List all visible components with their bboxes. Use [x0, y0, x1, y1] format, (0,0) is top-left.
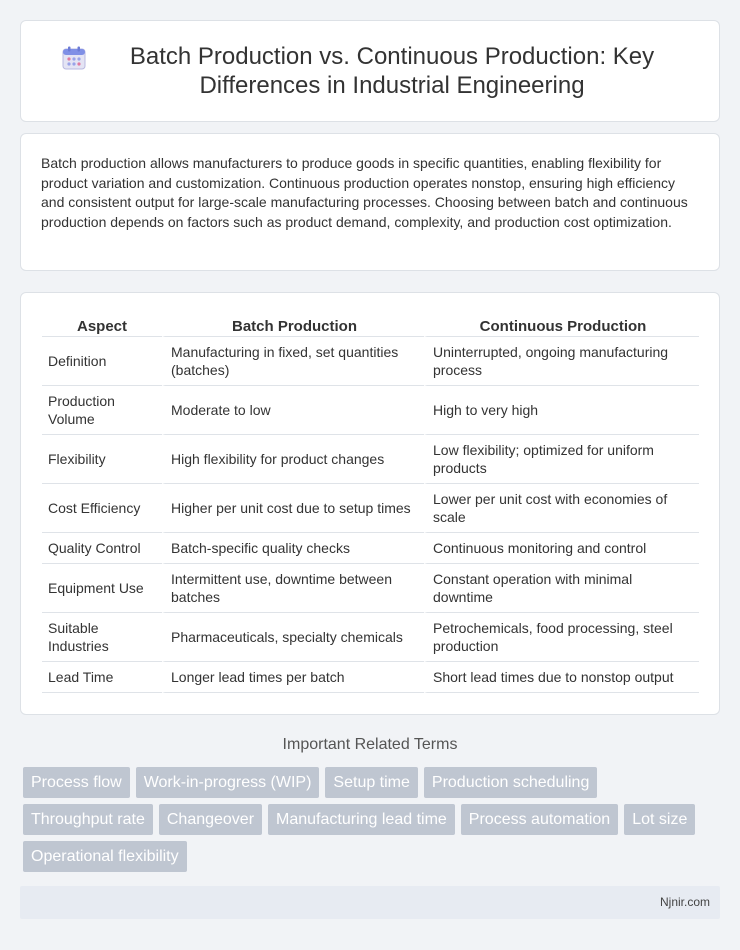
related-terms-list: [23, 767, 723, 878]
aspect-cell: Definition: [42, 337, 162, 386]
table-row: [42, 533, 699, 564]
continuous-cell: Low flexibility; optimized for uniform products: [424, 435, 699, 484]
aspect-cell: Lead Time: [42, 662, 162, 693]
related-term-tag[interactable]: Throughput rate: [23, 804, 153, 835]
continuous-cell: High to very high: [424, 386, 699, 435]
table-row: [42, 662, 699, 693]
aspect-cell: Equipment Use: [42, 564, 162, 613]
table-row: [42, 337, 699, 386]
calendar-icon: [61, 45, 87, 71]
related-term-tag[interactable]: Manufacturing lead time: [268, 804, 455, 835]
continuous-cell: Uninterrupted, ongoing manufacturing process: [424, 337, 699, 386]
batch-cell: Intermittent use, downtime between batches: [162, 564, 424, 613]
table-row: [42, 613, 699, 662]
table-row: [42, 564, 699, 613]
batch-cell: Manufacturing in fixed, set quantities (batches): [162, 337, 424, 386]
table-row: [42, 386, 699, 435]
footer-site[interactable]: Njnir.com: [659, 895, 710, 909]
related-term-tag[interactable]: Changeover: [159, 804, 262, 835]
title-card: [20, 20, 720, 122]
comparison-table: [42, 315, 699, 693]
batch-cell: Moderate to low: [162, 386, 424, 435]
related-term-tag[interactable]: Production scheduling: [424, 767, 597, 798]
continuous-cell: Constant operation with minimal downtime: [424, 564, 699, 613]
comparison-table-card: [20, 292, 720, 715]
page-title: Batch Production vs. Continuous Production: Key Differences in Industrial Engineering: [129, 43, 655, 99]
aspect-cell: Suitable Industries: [42, 613, 162, 662]
aspect-cell: Quality Control: [42, 533, 162, 564]
batch-cell: Pharmaceuticals, specialty chemicals: [162, 613, 424, 662]
continuous-cell: Petrochemicals, food processing, steel production: [424, 613, 699, 662]
related-term-tag[interactable]: Setup time: [325, 767, 417, 798]
batch-cell: Higher per unit cost due to setup times: [162, 484, 424, 533]
related-terms-title: Important Related Terms: [282, 736, 458, 753]
table-row: [42, 484, 699, 533]
aspect-cell: Flexibility: [42, 435, 162, 484]
batch-cell: High flexibility for product changes: [162, 435, 424, 484]
table-header-row: [42, 315, 699, 337]
related-term-tag[interactable]: Lot size: [624, 804, 695, 835]
summary-text: Batch production allows manufacturers to produce goods in specific quantities, enabling flexibility for product variation and customization. Continuous production operates nonstop, ensuring high efficiency and consistent output for large-scale manufacturing processes. Choosing between batch and continuous production depends on factors such as product demand, complexity, and production cost optimization.: [41, 155, 688, 230]
header-aspect: Aspect: [42, 315, 162, 337]
batch-cell: Batch-specific quality checks: [162, 533, 424, 564]
batch-cell: Longer lead times per batch: [162, 662, 424, 693]
aspect-cell: Cost Efficiency: [42, 484, 162, 533]
table-row: [42, 435, 699, 484]
header-batch: Batch Production: [162, 315, 424, 337]
related-term-tag[interactable]: Process flow: [23, 767, 130, 798]
related-term-tag[interactable]: Process automation: [461, 804, 618, 835]
footer: [20, 886, 720, 919]
continuous-cell: Short lead times due to nonstop output: [424, 662, 699, 693]
summary-card: [20, 133, 720, 271]
continuous-cell: Continuous monitoring and control: [424, 533, 699, 564]
related-term-tag[interactable]: Work-in-progress (WIP): [136, 767, 320, 798]
related-term-tag[interactable]: Operational flexibility: [23, 841, 187, 872]
continuous-cell: Lower per unit cost with economies of scale: [424, 484, 699, 533]
aspect-cell: Production Volume: [42, 386, 162, 435]
header-continuous: Continuous Production: [424, 315, 699, 337]
